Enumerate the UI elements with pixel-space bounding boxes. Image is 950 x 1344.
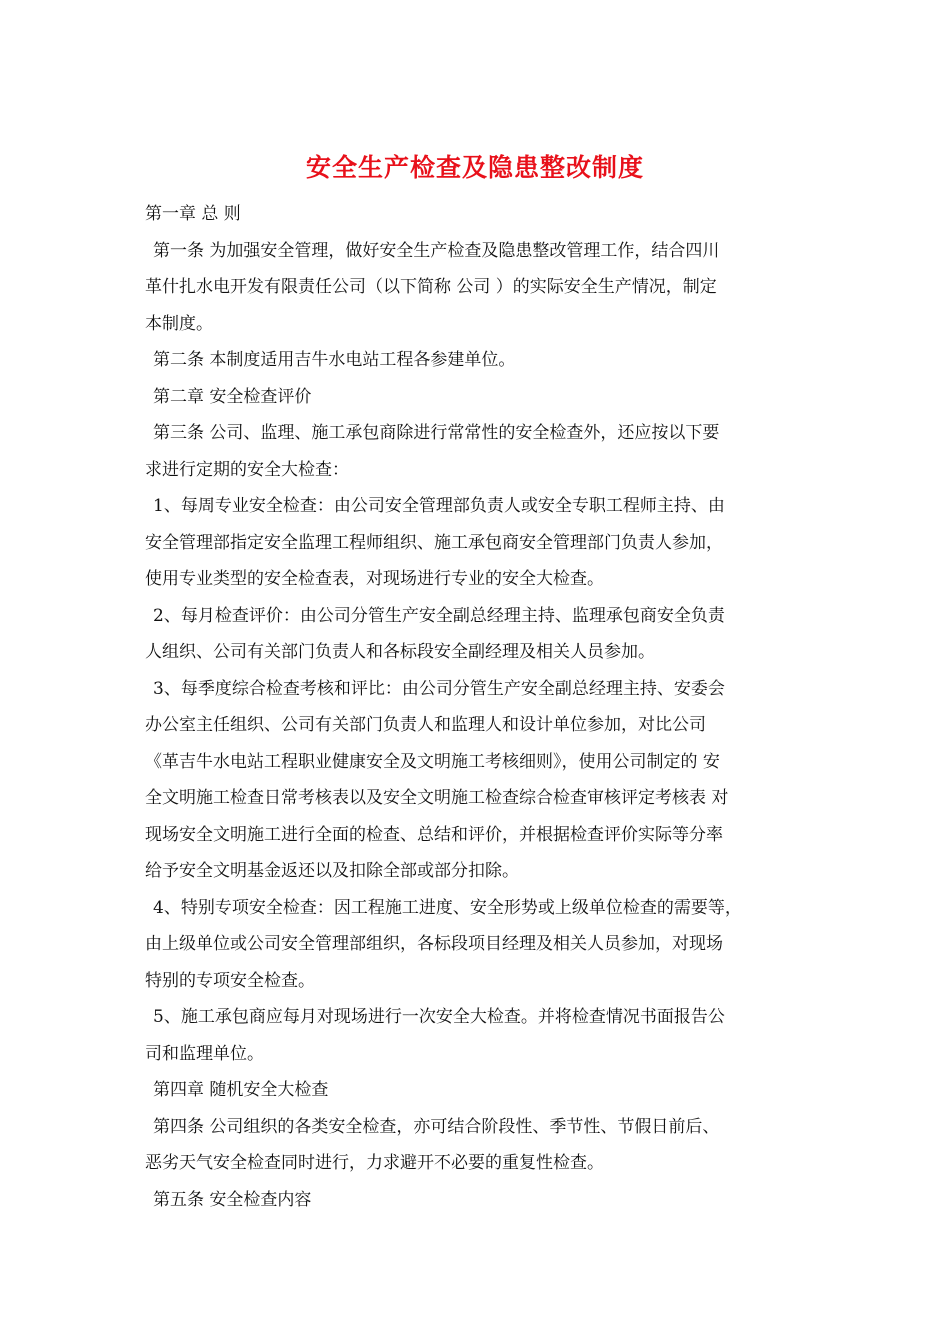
body-line: 司和监理单位。 — [145, 1043, 264, 1064]
body-line: 第三条 公司、监理、施工承包商除进行常常性的安全检查外，还应按以下要 — [153, 423, 720, 443]
body-line: 第一章 总 则 — [145, 204, 241, 224]
body-line: 第二章 安全检查评价 — [153, 386, 312, 407]
body-line: 革什扎水电开发有限责任公司（以下简称 公司 ）的实际安全生产情况，制定 — [145, 277, 717, 297]
body-line: 3、每季度综合检查考核和评比：由公司分管生产安全副总经理主持、安委会 — [153, 678, 725, 699]
body-line: 办公室主任组织、公司有关部门负责人和监理人和设计单位参加，对比公司 — [145, 715, 706, 735]
body-line: 第五条 安全检查内容 — [153, 1189, 312, 1210]
document-body — [145, 196, 807, 1218]
body-line: 本制度。 — [145, 313, 213, 334]
body-line: 第四条 公司组织的各类安全检查，亦可结合阶段性、季节性、节假日前后、 — [153, 1116, 720, 1137]
body-line: 现场安全文明施工进行全面的检查、总结和评价，并根据检查评价实际等分率 — [145, 824, 723, 845]
body-line: 2、每月检查评价：由公司分管生产安全副总经理主持、监理承包商安全负责 — [153, 605, 725, 626]
body-line: 全文明施工检查日常考核表以及安全文明施工检查综合检查审核评定考核表 对 — [145, 788, 729, 808]
body-line: 由上级单位或公司安全管理部组织，各标段项目经理及相关人员参加，对现场 — [145, 934, 723, 954]
body-line: 1、每周专业安全检查：由公司安全管理部负责人或安全专职工程师主持、由 — [153, 496, 725, 516]
body-line: 第二条 本制度适用吉牛水电站工程各参建单位。 — [153, 350, 516, 370]
body-line: 恶劣天气安全检查同时进行，力求避开不必要的重复性检查。 — [145, 1153, 604, 1173]
body-line: 给予安全文明基金返还以及扣除全部或部分扣除。 — [145, 861, 519, 881]
body-line: 《革吉牛水电站工程职业健康安全及文明施工考核细则》，使用公司制定的 安 — [145, 751, 720, 772]
body-line: 人组织、公司有关部门负责人和各标段安全副经理及相关人员参加。 — [145, 642, 655, 662]
body-line: 求进行定期的安全大检查： — [145, 459, 349, 480]
body-line: 特别的专项安全检查。 — [145, 970, 315, 991]
body-line: 第一条 为加强安全管理，做好安全生产检查及隐患整改管理工作，结合四川 — [153, 240, 720, 261]
body-line: 5、施工承包商应每月对现场进行一次安全大检查。并将检查情况书面报告公 — [153, 1007, 725, 1027]
body-line: 4、特别专项安全检查：因工程施工进度、安全形势或上级单位检查的需要等， — [153, 897, 742, 918]
body-line: 安全管理部指定安全监理工程师组织、施工承包商安全管理部门负责人参加， — [145, 532, 723, 553]
body-line: 使用专业类型的安全检查表，对现场进行专业的安全大检查。 — [145, 569, 604, 589]
body-line: 第四章 随机安全大检查 — [153, 1080, 329, 1100]
document-title: 安全生产检查及隐患整改制度 — [305, 153, 644, 182]
